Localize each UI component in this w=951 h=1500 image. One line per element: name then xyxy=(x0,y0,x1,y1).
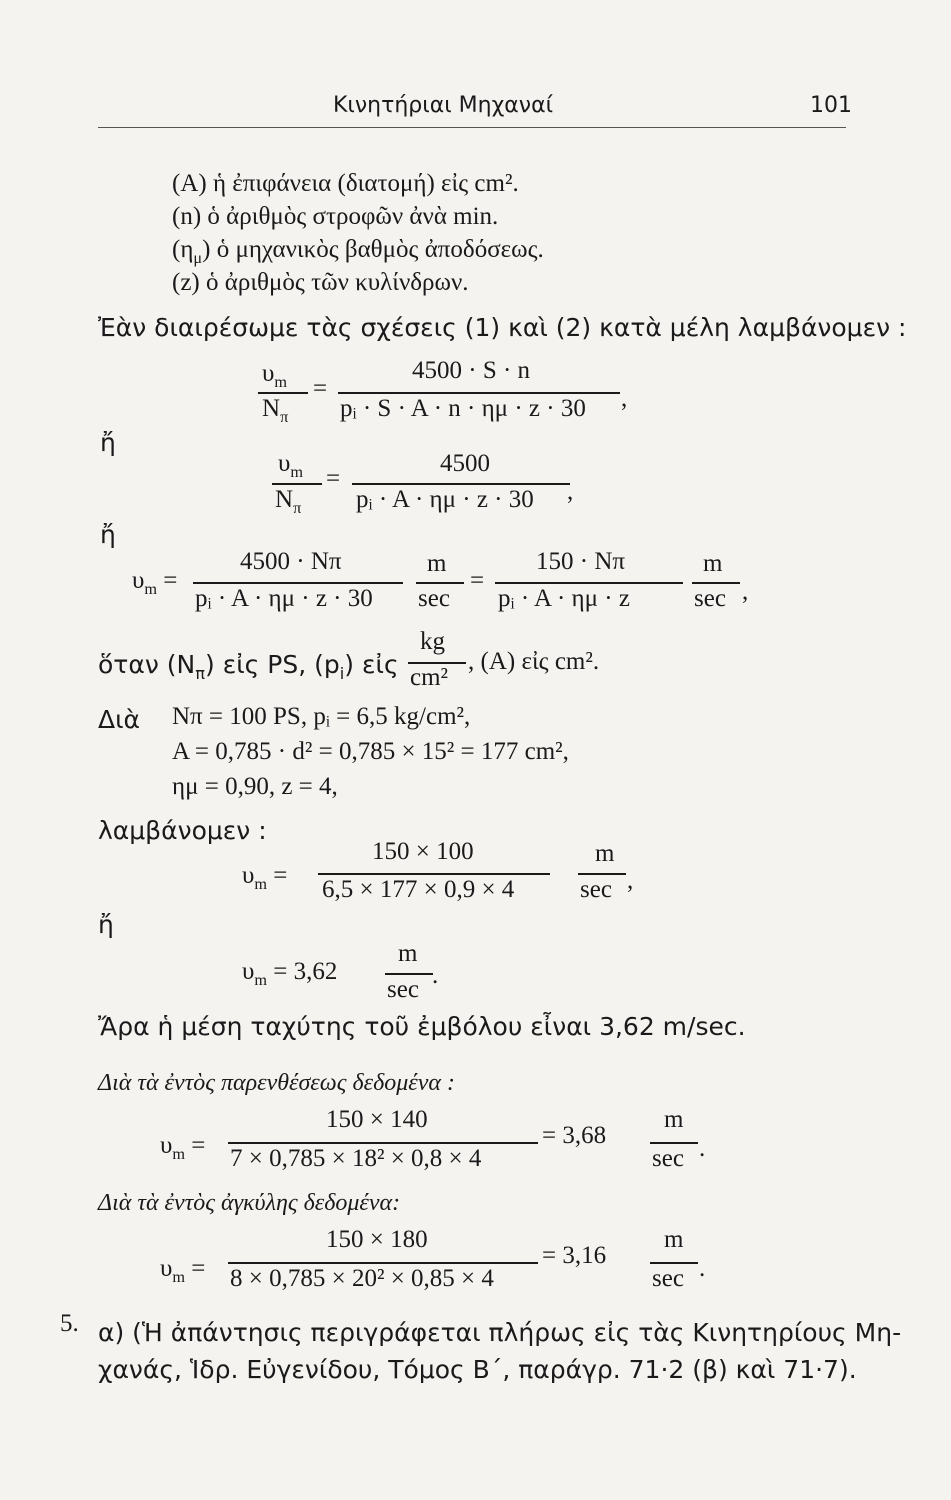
definition-z: (z) ὁ ἀριθμὸς τῶν κυλίνδρων. xyxy=(172,269,469,296)
given-line-1: Nπ = 100 PS, pᵢ = 6,5 kg/cm², xyxy=(172,703,471,730)
units-sentence: ὅταν $(N_\pi)$ εἰς PS, $(p_i)$ εἰς xyxy=(98,650,399,683)
header-rule xyxy=(98,127,846,128)
book-page: Κινητήριαι Μηχαναί 101 (A) ἡ ἐπιφάνεια (διατομή) εἰς cm². (n) ὁ ἀριθμὸς στροφῶν ἀνὰ min. $(\eta_\mu)$ ὁ μηχανικὸς βαθμὸς ἀποδόσεως. (z) ὁ ἀριθμὸς τῶν κυλίνδρων. Ἐὰν διαιρέσωμε τὰς σχέσεις (1) καὶ (2) κατὰ μέλη λαμβάνομεν : $\upsilon_m$ $N_\pi$ = 4500 · S · n pᵢ · S · A · n · ημ · z · 30 , ἤ $\upsilon_m$ $N_\pi$ = 4500 pᵢ · A · ημ · z · 30 , ἤ $\upsilon_m$ = 4500 · Nπ pᵢ · A · ημ · z · 30 m sec = 150 · Nπ pᵢ · A · ημ · z m sec , ὅταν $(N_\pi)$ εἰς PS, $(p_i)$ εἰς kg cm² , (A) εἰς cm². Διὰ Nπ = 100 PS, pᵢ = 6,5 kg/cm², A = 0,785 · d² = 0,785 × 15² = 177 cm², ημ = 0,90, z = 4, λαμβάνομεν : $\upsilon_m$ = 150 × 100 6,5 × 177 × 0,9 × 4 m sec , ἤ $\upsilon_m = 3,62$ m sec . Ἄρα ἡ μέση ταχύτης τοῦ ἐμβόλου εἶναι 3,62 m/sec. Διὰ τὰ ἐντὸς παρενθέσεως δεδομένα : $\upsilon_m$ = 150 × 140 7 × 0,785 × 18² × 0,8 × 4 = 3,68 m sec . Διὰ τὰ ἐντὸς ἀγκύλης δεδομένα: $\upsilon_m$ = 150 × 180 8 × 0,785 × 20² × 0,85 × 4 = 3,16 m sec . 5. α) (Ἡ ἀπάντησις περιγράφεται πλήρως εἰς τὰς Κινητηρίους Μη- χανάς, Ἱδρ. Εὐγενίδου, Τόμος Β΄, παράγρ. 71·2 (β) καὶ 71·7). xyxy=(60,93,907,1384)
or-1: ἤ xyxy=(100,428,116,457)
units-sentence-tail: , (A) εἰς cm². xyxy=(468,648,600,675)
definition-eta: $(\eta_\mu)$ ὁ μηχανικὸς βαθμὸς ἀποδόσεως. xyxy=(172,236,544,267)
unit-cm2: cm² xyxy=(410,664,449,691)
or-2: ἤ xyxy=(100,520,116,549)
brace-heading: Διὰ τὰ ἐντὸς ἀγκύλης δεδομένα: xyxy=(98,1190,401,1216)
item-line-2: χανάς, Ἱδρ. Εὐγενίδου, Τόμος Β΄, παράγρ. 71·2 (β) καὶ 71·7). xyxy=(98,1355,857,1384)
divide-sentence: Ἐὰν διαιρέσωμε τὰς σχέσεις (1) καὶ (2) κατὰ μέλη λαμβάνομεν : xyxy=(98,313,907,342)
result-sentence: Ἄρα ἡ μέση ταχύτης τοῦ ἐμβόλου εἶναι 3,62 m/sec. xyxy=(98,1012,746,1041)
running-title: Κινητήριαι Μηχαναί xyxy=(333,93,554,118)
unit-kg: kg xyxy=(420,628,445,655)
definition-A: (A) ἡ ἐπιφάνεια (διατομή) εἰς cm². xyxy=(172,170,519,197)
dia-label: Διὰ xyxy=(98,705,141,734)
item-line-1: α) (Ἡ ἀπάντησις περιγράφεται πλήρως εἰς τὰς Κινητηρίους Μη- xyxy=(98,1318,902,1347)
we-get-label: λαμβάνομεν : xyxy=(98,816,267,845)
given-line-2: A = 0,785 · d² = 0,785 × 15² = 177 cm², xyxy=(172,738,569,765)
given-line-3: ημ = 0,90, z = 4, xyxy=(172,773,338,800)
page-number: 101 xyxy=(810,93,852,118)
parenthesis-heading: Διὰ τὰ ἐντὸς παρενθέσεως δεδομένα : xyxy=(98,1070,455,1096)
definition-n: (n) ὁ ἀριθμὸς στροφῶν ἀνὰ min. xyxy=(172,203,499,230)
or-3: ἤ xyxy=(98,910,114,939)
item-number: 5. xyxy=(60,1310,79,1337)
